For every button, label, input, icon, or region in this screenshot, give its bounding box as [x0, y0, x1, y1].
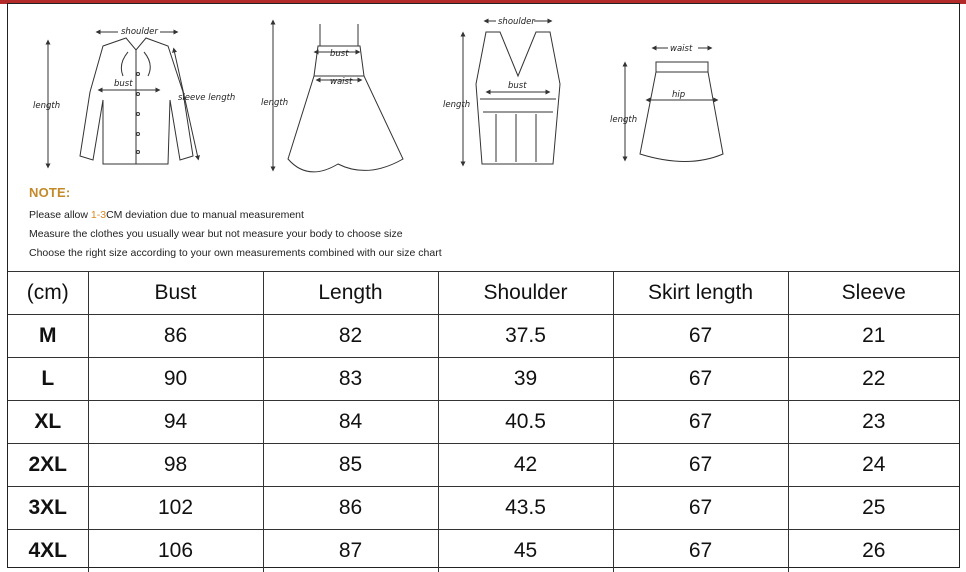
- skirt-length-label: length: [610, 115, 638, 125]
- table-row: [8, 530, 959, 572]
- bust-cell: 90: [88, 358, 263, 401]
- sleeve-cell: 22: [788, 358, 959, 401]
- shirt-sleeve-label: sleeve length: [178, 93, 236, 103]
- skirt-length-cell: 67: [613, 315, 788, 358]
- sleeve-cell: 25: [788, 487, 959, 530]
- bust-cell: 102: [88, 487, 263, 530]
- size-cell: 3XL: [8, 487, 88, 530]
- sleeve-cell: 26: [788, 530, 959, 572]
- shoulder-cell: 45: [438, 530, 613, 572]
- sleeve-cell: 21: [788, 315, 959, 358]
- skirt-length-cell: 67: [613, 401, 788, 444]
- table-row: [8, 358, 959, 401]
- header-length: Length: [263, 272, 438, 315]
- skirt-length-cell: 67: [613, 530, 788, 572]
- shoulder-cell: 37.5: [438, 315, 613, 358]
- header-sleeve: Sleeve: [788, 272, 959, 315]
- dress-bust-label: bust: [330, 49, 349, 59]
- size-chart: [7, 3, 960, 568]
- header-skirt-length: Skirt length: [613, 272, 788, 315]
- size-cell: 4XL: [8, 530, 88, 572]
- tank-length-label: length: [443, 100, 471, 110]
- table-row: [8, 444, 959, 487]
- tank-diagram: [463, 21, 560, 164]
- size-cell: 2XL: [8, 444, 88, 487]
- note-title: NOTE:: [29, 185, 71, 200]
- skirt-length-cell: 67: [613, 487, 788, 530]
- header-unit: (cm): [8, 272, 88, 315]
- shoulder-cell: 40.5: [438, 401, 613, 444]
- dress-diagram: [273, 22, 403, 172]
- note-line-deviation-suffix: CM deviation due to manual measurement: [106, 209, 304, 221]
- length-cell: 84: [263, 401, 438, 444]
- shirt-shoulder-label: shoulder: [121, 27, 158, 37]
- sleeve-cell: 23: [788, 401, 959, 444]
- note-deviation-range: 1-3: [90, 209, 107, 221]
- table-row: [8, 315, 959, 358]
- shoulder-cell: 39: [438, 358, 613, 401]
- shoulder-cell: 43.5: [438, 487, 613, 530]
- bust-cell: 94: [88, 401, 263, 444]
- note-line-measure: Measure the clothes you usually wear but not measure your body to choose size: [29, 228, 403, 240]
- length-cell: 86: [263, 487, 438, 530]
- note-line-deviation: [29, 209, 304, 221]
- length-cell: 82: [263, 315, 438, 358]
- tank-bust-label: bust: [508, 81, 527, 91]
- shirt-bust-label: bust: [114, 79, 133, 89]
- bust-cell: 86: [88, 315, 263, 358]
- length-cell: 87: [263, 530, 438, 572]
- size-cell: XL: [8, 401, 88, 444]
- size-cell: L: [8, 358, 88, 401]
- note-line-choose: Choose the right size according to your own measurements combined with our size chart: [29, 247, 442, 259]
- garment-diagrams: [8, 4, 959, 182]
- shirt-diagram: [48, 32, 198, 166]
- size-cell: M: [8, 315, 88, 358]
- table-row: [8, 487, 959, 530]
- skirt-waist-label: waist: [670, 44, 693, 54]
- note-line-deviation-prefix: Please allow: [29, 209, 91, 221]
- header-shoulder: Shoulder: [438, 272, 613, 315]
- header-bust: Bust: [88, 272, 263, 315]
- measurement-illustrations: [8, 4, 959, 270]
- dress-length-label: length: [261, 98, 289, 108]
- table-row: [8, 401, 959, 444]
- bust-cell: 98: [88, 444, 263, 487]
- skirt-length-cell: 67: [613, 444, 788, 487]
- table-header-row: [8, 272, 959, 315]
- shoulder-cell: 42: [438, 444, 613, 487]
- shirt-length-label: length: [33, 101, 61, 111]
- tank-shoulder-label: shoulder: [498, 17, 535, 27]
- skirt-diagram: [625, 48, 723, 162]
- length-cell: 85: [263, 444, 438, 487]
- bust-cell: 106: [88, 530, 263, 572]
- size-table: [8, 271, 959, 572]
- skirt-length-cell: 67: [613, 358, 788, 401]
- sleeve-cell: 24: [788, 444, 959, 487]
- skirt-hip-label: hip: [672, 90, 686, 100]
- length-cell: 83: [263, 358, 438, 401]
- dress-waist-label: waist: [330, 77, 353, 87]
